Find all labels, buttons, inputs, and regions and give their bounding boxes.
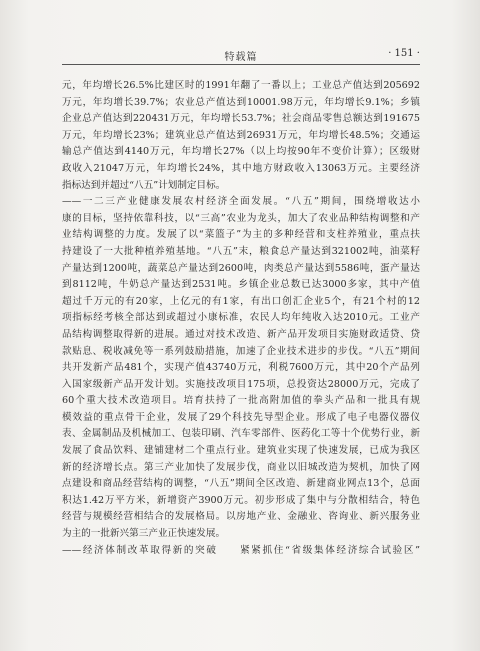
text-line: 元，年均增长26.5%比建区时的1991年翻了一番以上；工业总产值达到205692 — [62, 80, 420, 91]
body-text — [62, 78, 420, 559]
text-line: 项指标经考核全部达到或超过小康标准，农民人均年纯收入达2010元。工业产 — [62, 312, 420, 324]
section-title: 特载篇 — [224, 52, 258, 63]
text-line: 款贴息、税收减免等一系列鼓励措施，加速了企业技术进步的步伐。“八五”期间 — [62, 345, 420, 357]
text-line: 经营与规模经营相结合的发展格局。以房地产业、金融业、咨询业、新兴服务业 — [62, 511, 420, 523]
text-line: 到8112吨，牛奶总产量达到2531吨。乡镇企业总数已达3000多家，其中产值 — [62, 279, 420, 291]
text-line: 万元，年均增长39.7%；农业总产值达到10001.98万元，年均增长9.1%；乡镇 — [62, 96, 420, 108]
text-line: 指标达到并超过“八五”计划制定目标。 — [62, 179, 226, 191]
text-line: 点建设和商品经营结构的调整，“八五”期间全区改造、新建商业网点13个，总面 — [62, 478, 420, 490]
text-line: 新的经济增长点。第三产业加快了发展步伐，商业以旧城改造为契机，加快了网 — [62, 461, 420, 473]
text-line: 超过千万元的有20家，上亿元的有1家，有出口创汇企业5个，有21个村的12 — [62, 295, 420, 307]
text-line: 企业总产值达到220431万元，年均增长53.7%；社会商品零售总额达到191675 — [62, 113, 420, 125]
text-line: 康的目标，坚持依靠科技，以“三高”农业为龙头，加大了农业品种结构调整和产 — [62, 212, 420, 224]
text-line: ——一二三产业健康发展农村经济全面发展。“八五”期间，围绕增收达小 — [62, 196, 420, 208]
page-header — [62, 46, 420, 65]
text-line: 共开发新产品481个，实现产值43740万元，利税7600万元，其中20个产品列 — [62, 362, 420, 374]
text-line: 表、金属制品及机械加工、包装印刷、汽车零部件、医药化工等十个优势行业，新 — [62, 428, 420, 440]
text-line: ——经济体制改革取得新的突破 紧紧抓住“省级集体经济综合试验区” — [62, 544, 420, 556]
text-line: 为主的一批新兴第三产业正快速发展。 — [62, 528, 226, 540]
text-line: 发展了食品饮料、建铺建材二个重点行业。建筑业实现了快速发展，已成为我区 — [62, 445, 420, 457]
text-line: 品结构调整取得新的进展。通过对技术改造、新产品开发项目实施财政适贷、贷 — [62, 328, 420, 340]
text-line: 持建设了一大批种植养殖基地。“八五”末，粮食总产量达到321002吨，油菜籽 — [62, 245, 420, 257]
text-line: 60个重大技术改造项目。培育扶持了一批高附加值的拳头产品和一批具有规 — [62, 395, 420, 407]
text-line: 万元，年均增长23%；建筑业总产值达到26931万元，年均增长48.5%；交通运 — [62, 129, 420, 141]
text-line: 产量达到1200吨，蔬菜总产量达到2600吨，肉类总产量达到5586吨，蛋产量达 — [62, 262, 420, 274]
text-line: 输总产值达到4140万元，年均增长27%（以上均按90年不变价计算）；区级财 — [62, 146, 420, 158]
text-line: 业结构调整的力度。发展了以“菜篮子”为主的多种经营和支柱养殖业，重点扶 — [62, 229, 420, 241]
text-line: 模效益的重点骨干企业，发展了29个科技先导型企业。形成了电子电器仪器仪 — [62, 411, 420, 423]
page-number: · 151 · — [388, 48, 420, 59]
text-line: 政收入21047万元，年均增长24%，其中地方财政收入13063万元。主要经济 — [62, 162, 420, 174]
text-line: 积达1.42万平方米，新增资产3900万元。初步形成了集中与分散相结合，特色 — [62, 494, 420, 506]
text-line: 入国家级新产品开发计划。实施技改项目175项，总投资达28000万元，完成了 — [62, 378, 420, 390]
